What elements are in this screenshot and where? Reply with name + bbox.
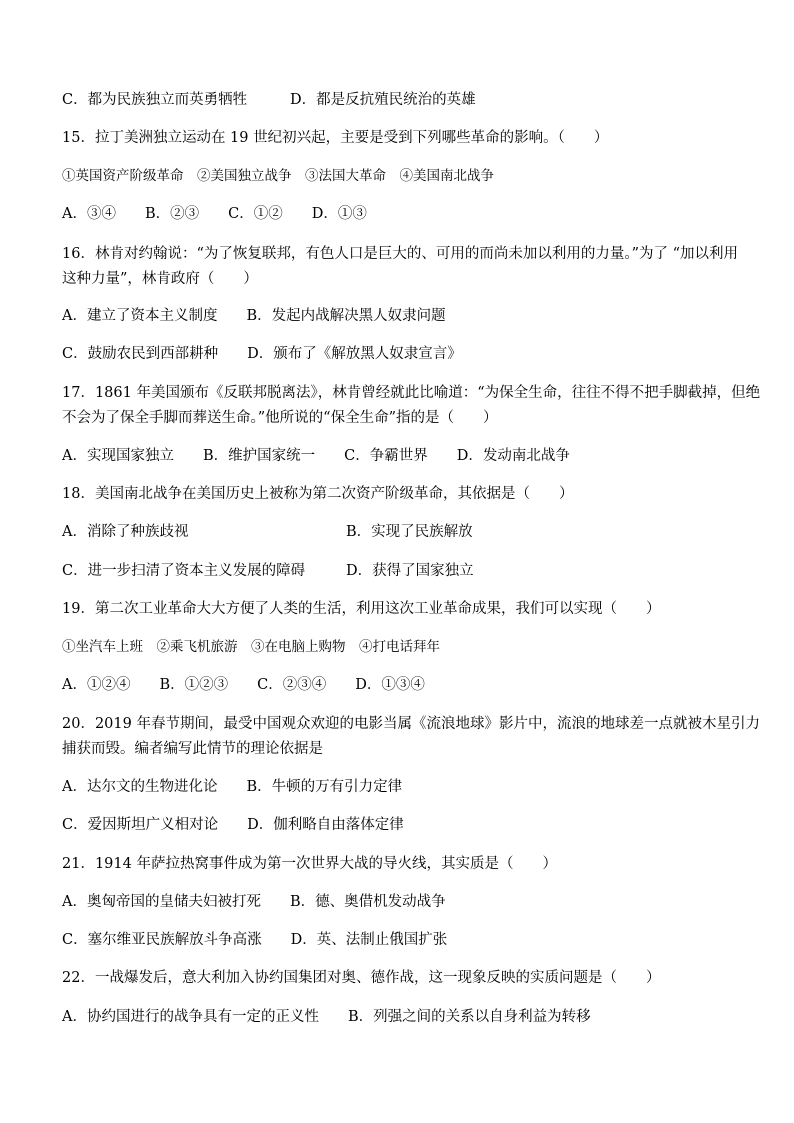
q22-stem: 22．一战爆发后，意大利加入协约国集团对奥、德作战，这一现象反映的实质问题是（ ） [62,970,661,986]
q18-option-b: B．实现了民族解放 [346,524,473,540]
q19-options: A．①②④ B．①②③ C．②③④ D．①③④ [62,677,425,693]
q16-options-ab: A．建立了资本主义制度 B．发起内战解决黑人奴隶问题 [62,308,446,324]
q18-option-a: A．消除了种族歧视 [62,524,189,540]
q17-options: A．实现国家独立 B．维护国家统一 C．争霸世界 D．发动南北战争 [62,448,570,464]
q21-options-ab: A．奥匈帝国的皇储夫妇被打死 B．德、奥借机发动战争 [62,894,446,910]
q18-stem: 18．美国南北战争在美国历史上被称为第二次资产阶级革命，其依据是（ ） [62,486,574,502]
q22-options-ab: A．协约国进行的战争具有一定的正义性 B．列强之间的关系以自身利益为转移 [62,1009,591,1025]
q20-options-ab: A．达尔文的生物进化论 B．牛顿的万有引力定律 [62,779,403,795]
q20-stem-line2: 捕获而毁。编者编写此情节的理论依据是 [62,741,323,757]
q15-options: A．③④ B．②③ C．①② D．①③ [62,206,367,222]
q14-option-c: C．都为民族独立而英勇牺牲 [62,92,248,108]
q17-stem-line1: 17．1861 年美国颁布《反联邦脱离法》，林肯曾经就此比喻道：“为保全生命，往往不得不把手脚截掉，但绝 [62,385,761,401]
q16-stem-line2: 这种力量”，林肯政府（ ） [62,271,258,287]
q14-option-d: D．都是反抗殖民统治的英雄 [290,92,476,108]
q18-option-c: C．进一步扫清了资本主义发展的障碍 [62,563,306,579]
q21-stem: 21．1914 年萨拉热窝事件成为第一次世界大战的导火线，其实质是（ ） [62,856,557,872]
q20-options-cd: C．爱因斯坦广义相对论 D．伽利略自由落体定律 [62,817,404,833]
q20-stem-line1: 20．2019 年春节期间，最受中国观众欢迎的电影当属《流浪地球》影片中，流浪的地球差一点就被木星引力 [62,716,760,732]
q19-choices: ①坐汽车上班 ②乘飞机旅游 ③在电脑上购物 ④打电话拜年 [62,639,440,655]
q17-stem-line2: 不会为了保全手脚而葬送生命。”他所说的“保全生命”指的是（ ） [62,410,498,426]
q16-options-cd: C．鼓励农民到西部耕种 D．颁布了《解放黑人奴隶宣言》 [62,346,462,362]
q15-choices: ①英国资产阶级革命 ②美国独立战争 ③法国大革命 ④美国南北战争 [62,168,494,184]
q15-stem: 15．拉丁美洲独立运动在 19 世纪初兴起，主要是受到下列哪些革命的影响。（ ） [62,130,609,146]
q21-options-cd: C．塞尔维亚民族解放斗争高涨 D．英、法制止俄国扩张 [62,932,448,948]
q18-option-d: D．获得了国家独立 [346,563,474,579]
q19-stem: 19．第二次工业革命大大方便了人类的生活，利用这次工业革命成果，我们可以实现（ ） [62,601,661,617]
q16-stem-line1: 16．林肯对约翰说：“为了恢复联邦，有色人口是巨大的、可用的而尚未加以利用的力量。”为了 “加以利用 [62,246,739,262]
